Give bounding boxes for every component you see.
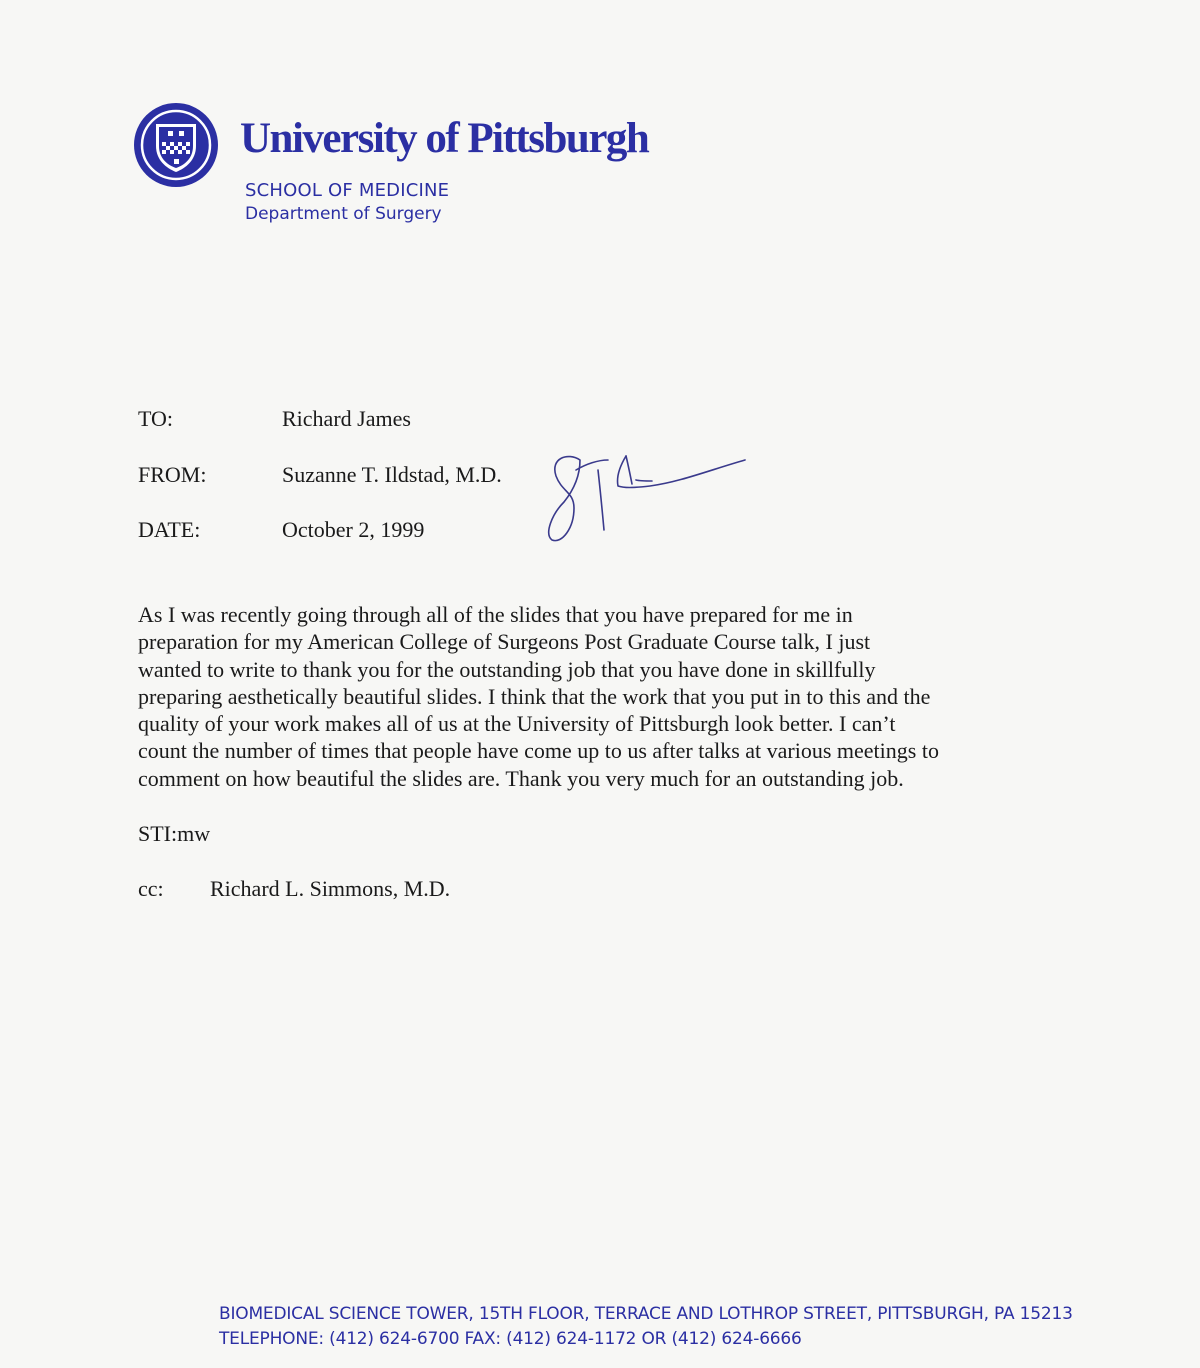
typist-initials: STI:mw xyxy=(138,821,211,846)
body-line: count the number of times that people have come up to us after talks at various meetings to xyxy=(138,738,939,764)
body-line: As I was recently going through all of the slides that you have prepared for me in xyxy=(138,602,853,627)
cc-value: Richard L. Simmons, M.D. xyxy=(210,876,451,901)
date-value: October 2, 1999 xyxy=(282,517,425,542)
memo-body xyxy=(138,601,1098,792)
footer-phone: TELEPHONE: (412) 624-6700 FAX: (412) 624-1172 OR (412) 624-6666 xyxy=(219,1329,802,1349)
body-line: comment on how beautiful the slides are. Thank you very much for an outstanding job. xyxy=(138,765,904,791)
from-value: Suzanne T. Ildstad, M.D. xyxy=(282,462,502,487)
handwritten-signature xyxy=(540,448,750,548)
school-name: SCHOOL OF MEDICINE xyxy=(245,180,450,201)
to-label: TO: xyxy=(138,406,174,431)
body-line: wanted to write to thank you for the outstanding job that you have done in skillfully xyxy=(138,656,876,682)
footer-address: BIOMEDICAL SCIENCE TOWER, 15TH FLOOR, TERRACE AND LOTHROP STREET, PITTSBURGH, PA 15213 xyxy=(219,1304,1073,1324)
letterhead xyxy=(133,100,693,240)
university-name: University of Pittsburgh xyxy=(240,115,649,162)
letterhead-footer xyxy=(219,1302,1073,1352)
body-line: preparation for my American College of Surgeons Post Graduate Course talk, I just xyxy=(138,629,871,655)
date-label: DATE: xyxy=(138,517,201,542)
to-value: Richard James xyxy=(282,406,411,431)
department-name: Department of Surgery xyxy=(245,204,442,224)
body-line: quality of your work makes all of us at the University of Pittsburgh look better. I can’t xyxy=(138,711,896,737)
cc-label: cc: xyxy=(138,876,164,901)
from-label: FROM: xyxy=(138,462,207,487)
body-line: preparing aesthetically beautiful slides. I think that the work that you put in to this and the xyxy=(138,683,931,709)
university-seal-icon xyxy=(133,102,219,188)
